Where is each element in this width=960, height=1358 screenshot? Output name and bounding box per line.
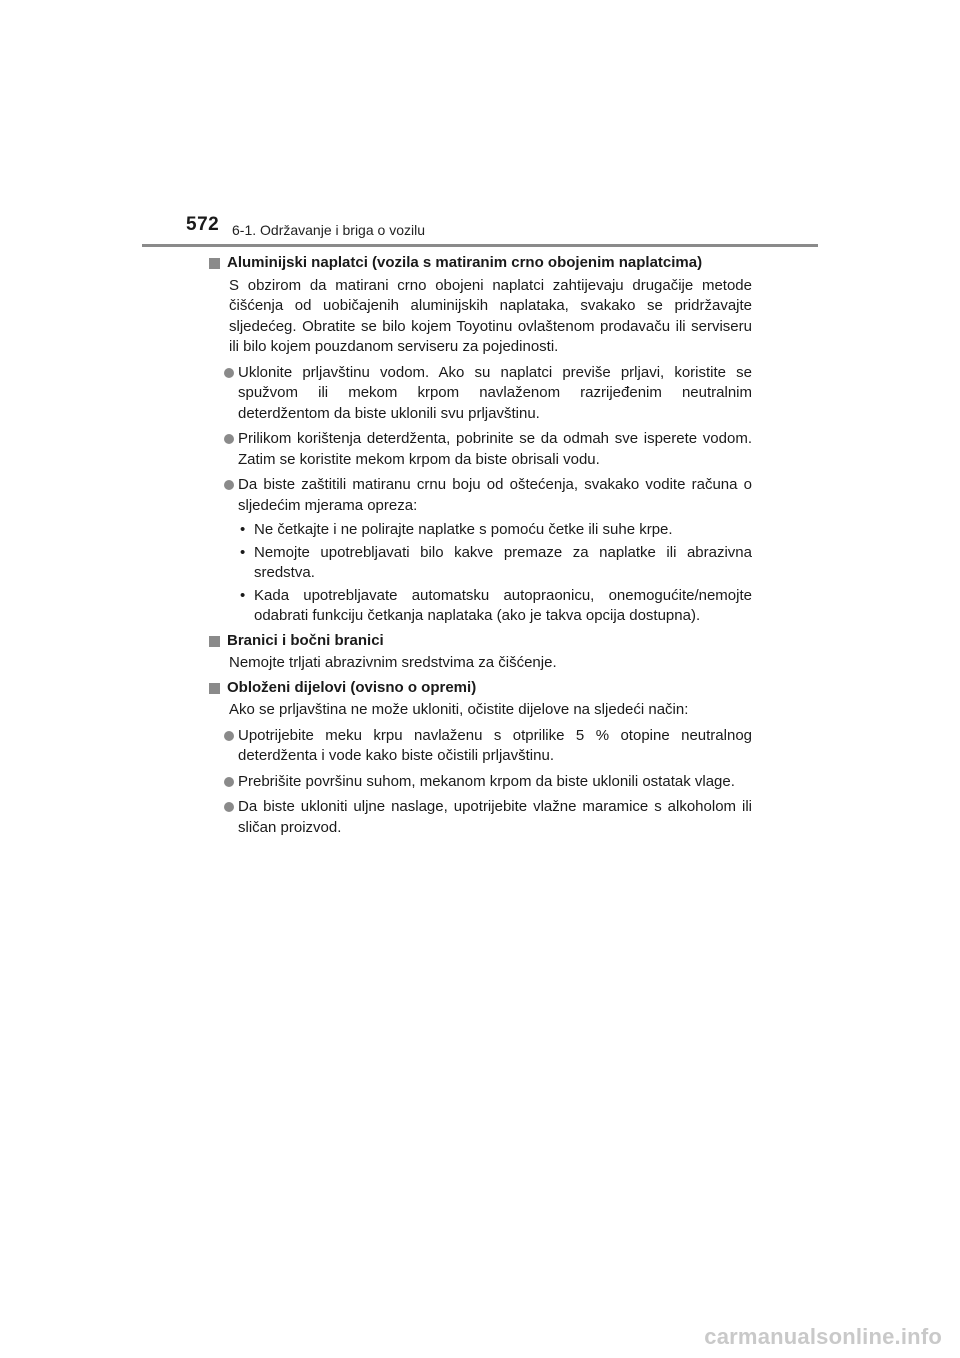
circle-bullet-icon: [224, 480, 234, 490]
list-item: Prebrišite površinu suhom, mekanom krpom da biste uklonili ostatak vlage.: [208, 772, 752, 793]
list-item: Da biste ukloniti uljne naslage, upotrijebite vlažne maramice s alkoholom ili sličan proizvod.: [208, 797, 752, 838]
sub-list-item: • Ne četkajte i ne polirajte naplatke s pomoću četke ili suhe krpe.: [208, 520, 752, 541]
page-content: [208, 253, 752, 838]
list-item: Upotrijebite meku krpu navlaženu s otprilike 5 % otopine neutralnog deterdženta i vode kako biste očistili prljavštinu.: [208, 726, 752, 767]
small-dot-icon: •: [240, 586, 246, 604]
section-heading-coated-parts: Obloženi dijelovi (ovisno o opremi): [208, 678, 752, 699]
sub-list: [208, 520, 752, 627]
square-bullet-icon: [209, 258, 220, 269]
section-intro: Nemojte trljati abrazivnim sredstvima za čišćenje.: [229, 654, 557, 671]
sub-list-item: • Kada upotrebljavate automatsku autopraonicu, onemogućite/nemojte odabrati funkciju četkanja naplataka (ako je takva opcija dostupna).: [240, 586, 752, 624]
section-intro: S obzirom da matirani crno obojeni naplatci zahtijevaju drugačije metode čišćenja od uobičajenih aluminijskih naplataka, svakako se pridržavajte sljedećeg. Obratite se bilo kojem Toyotinu ovlaštenom prodavaču ili serviseru ili bilo kojem pouzdanom serviseru za pojedinosti.: [229, 276, 752, 355]
sub-list-item: • Nemojte upotrebljavati bilo kakve premaze za naplatke ili abrazivna sredstva.: [240, 543, 752, 581]
header-divider: [142, 244, 818, 247]
small-dot-icon: •: [240, 543, 246, 561]
section-heading-alloy-wheels: Aluminijski naplatci (vozila s matiranim crno obojenim naplatcima): [208, 253, 752, 274]
square-bullet-icon: [209, 683, 220, 694]
small-dot-icon: •: [240, 521, 246, 538]
section-intro: Ako se prljavština ne može ukloniti, očistite dijelove na sljedeći način:: [229, 701, 689, 718]
circle-bullet-icon: [224, 777, 234, 787]
square-bullet-icon: [209, 636, 220, 647]
list-item: Prilikom korištenja deterdženta, pobrinite se da odmah sve isperete vodom. Zatim se koristite mekom krpom da biste obrisali vodu.: [208, 429, 752, 470]
circle-bullet-icon: [224, 802, 234, 812]
list-item: Uklonite prljavštinu vodom. Ako su naplatci previše prljavi, koristite se spužvom ili mekom krpom navlaženom razrijeđenim neutralnim deterdžentom da biste uklonili svu prljavštinu.: [208, 363, 752, 425]
page-number: 572: [186, 214, 220, 235]
circle-bullet-icon: [224, 434, 234, 444]
section-heading-bumpers: Branici i bočni branici: [208, 631, 752, 652]
section-header-title: 6-1. Održavanje i briga o vozilu: [232, 222, 425, 238]
watermark: carmanualsonline.info: [704, 1324, 942, 1349]
circle-bullet-icon: [224, 731, 234, 741]
list-item: Da biste zaštitili matiranu crnu boju od oštećenja, svakako vodite računa o sljedećim mjerama opreza:: [208, 475, 752, 516]
circle-bullet-icon: [224, 368, 234, 378]
